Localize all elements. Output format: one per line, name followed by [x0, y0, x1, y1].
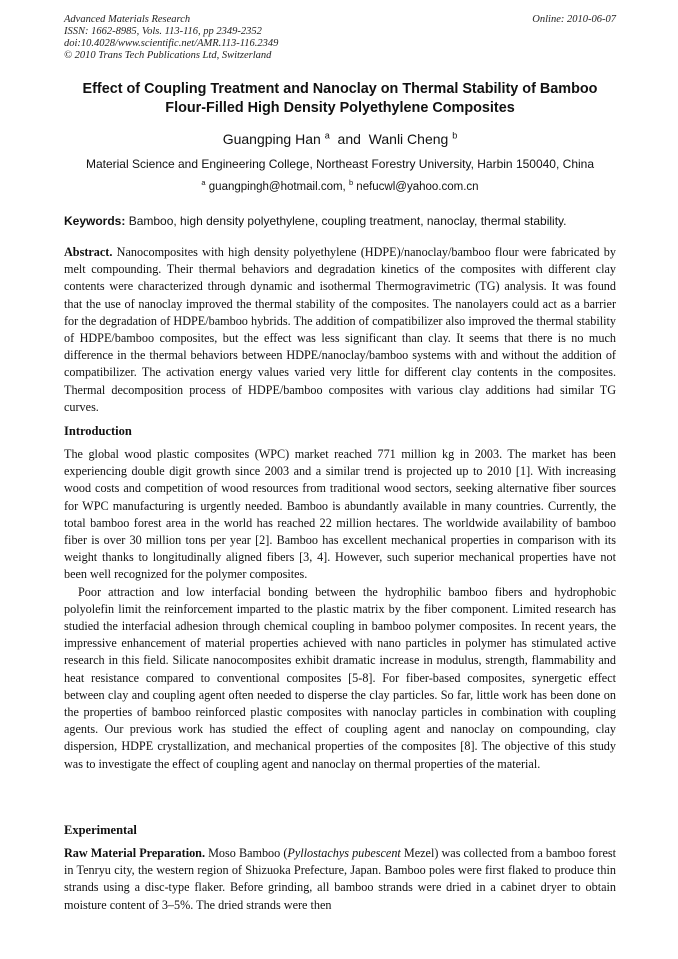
paper-title: Effect of Coupling Treatment and Nanoclay on Thermal Stability of Bamboo Flour-Filled High Density Polyethylene Composites: [82, 81, 598, 116]
author-affiliation-mark: a: [324, 130, 330, 141]
paragraph: [64, 845, 616, 914]
email-mark: b: [348, 178, 354, 188]
subsection-heading: Raw Material Preparation.: [64, 846, 205, 860]
abstract-text: Nanocomposites with high density polyethylene (HDPE)/nanoclay/bamboo flour were fabricated by melt compounding. Their thermal behaviors and degradation kinetics of the composites with different clay contents were characterized through dynamic and isothermal Thermogravimetric (TG) analysis. It was found that the use of nanoclay improved the thermal stability of the composites. The nanolayers could act as a barrier for the degradation of HDPE/bamboo hybrids. The addition of compatibilizer also improved the thermal stability of HDPE/bamboo composites, but the effect was less significant than clay. It seems that there is no much difference in the thermal behaviors between HDPE/nanoclay/bamboo systems with and without the addition of compatibilizer. The activation energy values varied very little for different clay contents in the composites. Thermal decomposition process of HDPE/bamboo composites with various clay additions had similar TG curves.: [64, 245, 616, 414]
email-link[interactable]: guangpingh@hotmail.com,: [205, 181, 349, 193]
keywords: [64, 214, 616, 229]
journal-name: Advanced Materials Research: [64, 14, 191, 25]
author-name: Wanli Cheng: [368, 131, 449, 147]
journal-issn: ISSN: 1662-8985, Vols. 113-116, pp 2349-2352: [64, 26, 262, 37]
paragraph: Poor attraction and low interfacial bonding between the hydrophilic bamboo fibers and hydrophobic polyolefin limit the reinforcement imparted to the plastic matrix by the fiber component. Limited research has studied the interfacial adhesion through chemical coupling in bamboo polymer composites. In recent years, the impressive enhancement of material properties achieved with nano particles in polymer has stimulated active research in this field. Silicate nanocomposites exhibit dramatic increase in modulus, strength, flammability and heat resistance compared to conventional composites [5-8]. For fiber-based composites, synergetic effect between clay and coupling agent often needed to disperse the clay particles. So far, little work has been done on the properties of bamboo reinforced plastic composites with nanoclay particles in combination with coupling agents. Our previous work has studied the effect of coupling agent and nanoclay on compounding, clay dispersion, HDPE crystallization, and mechanical properties of the composites [8]. The objective of this study was to investigate the effect of coupling agent and nanoclay on thermal properties of the material.: [64, 584, 616, 771]
keywords-text: Bamboo, high density polyethylene, coupling treatment, nanoclay, thermal stability.: [125, 214, 567, 228]
abstract-label: Abstract.: [64, 245, 113, 259]
abstract: [64, 244, 616, 416]
journal-copyright: © 2010 Trans Tech Publications Ltd, Switzerland: [64, 50, 272, 61]
author-emails: [64, 180, 616, 194]
email-link[interactable]: nefucwl@yahoo.com.cn: [353, 181, 479, 193]
paragraph: The global wood plastic composites (WPC) market reached 771 million kg in 2003. The market has been experiencing double digit growth since 2003 and a similar trend is projected up to 2010 [1]. With increasing wood costs and competition of wood resources from traditional wood sectors, seeking alternative fiber sources for WPC manufacturing is urgently needed. Bamboo is abundantly available in many countries. Currently, the total bamboo forest area in the world has reached 22 million hectares. The worldwide availability of bamboo fiber is over 30 million tons per year [2]. Bamboo has excellent mechanical properties in comparison with its weight thanks to longitudinally aligned fibers [3, 4]. However, such superior mechanical properties have not been well recognized for the polymer composites.: [64, 447, 616, 582]
journal-doi[interactable]: doi:10.4028/www.scientific.net/AMR.113-116.2349: [64, 38, 279, 49]
author-line: [64, 130, 616, 148]
experimental-section: [64, 845, 616, 914]
affiliation: Material Science and Engineering College, Northeast Forestry University, Harbin 150040, China: [85, 157, 595, 171]
section-heading: Introduction: [64, 424, 132, 438]
section-heading: Experimental: [64, 823, 137, 837]
introduction-section: [64, 446, 616, 773]
email-mark: a: [201, 178, 206, 188]
author-affiliation-mark: b: [452, 130, 458, 141]
paragraph-text: Mezel) was collected from a bamboo forest in Tenryu city, the western region of Shizuoka Prefecture, Japan. Bamboo poles were first flaked to produce thin strands using a disc-type flaker. Before grinding, all bamboo strands were dried in a cabinet dryer to obtain moisture content of 3–5%. The dried strands were then: [64, 846, 616, 912]
journal-header: [64, 14, 616, 62]
author-name: Guangping Han: [222, 131, 321, 147]
keywords-label: Keywords:: [64, 214, 126, 228]
paragraph-text: Moso Bamboo (: [205, 846, 288, 860]
author-conjunction: and: [333, 131, 365, 147]
species-name: Pyllostachys pubescent: [287, 846, 401, 860]
online-date: Online: 2010-06-07: [532, 14, 616, 25]
